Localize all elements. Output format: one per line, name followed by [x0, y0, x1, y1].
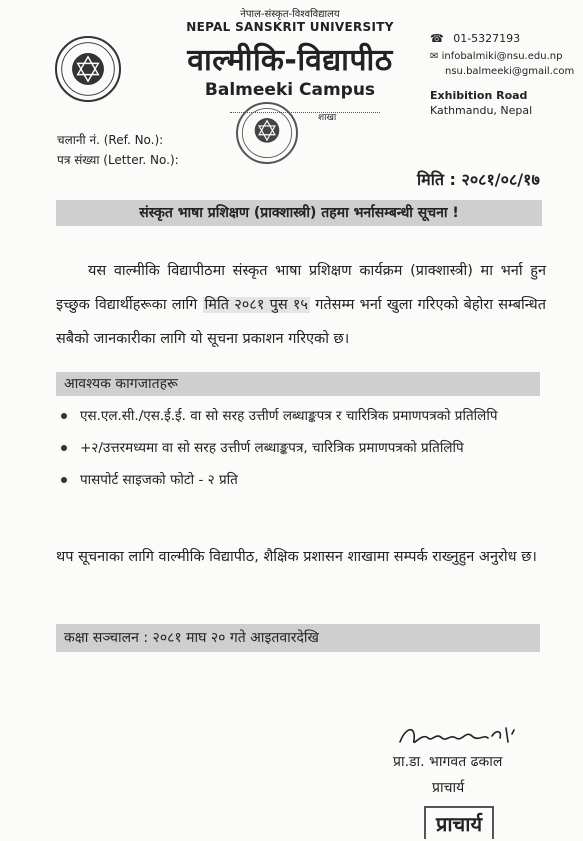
phone-number: 01-5327193 [453, 32, 521, 45]
branch-label: शाखा [318, 113, 337, 123]
campus-name-english: Balmeeki Campus [204, 80, 376, 100]
notice-date: मिति : २०८१/०८/१७ [417, 170, 540, 189]
email-secondary: nsu.balmeeki@gmail.com [445, 66, 575, 77]
signatory-title: प्राचार्य [432, 780, 465, 796]
phone-line [430, 32, 520, 45]
body-text-start: यस वाल्मीकि विद्यापीठमा संस्कृत भाषा प्रशिक्षण कार्यक्रम (प्राक्शास्त्री) मा भर्ना हुन इच्छुक विद्यार्थीहरूका लागि [56, 263, 546, 313]
list-item: +२/उत्तरमध्यमा वा सो सरह उत्तीर्ण लब्धाङ्कपत्र, चारित्रिक प्रमाणपत्रको प्रतिलिपि [56, 432, 546, 464]
address-line-2: Kathmandu, Nepal [430, 104, 533, 117]
list-item: पासपोर्ट साइजको फोटो - २ प्रति [56, 464, 546, 496]
principal-stamp: प्राचार्य [424, 806, 494, 839]
address-line-1: Exhibition Road [430, 89, 528, 102]
campus-stamp-icon [236, 102, 298, 164]
body-paragraph [56, 254, 546, 356]
class-start-notice: कक्षा सञ्चालन : २०८१ माघ २० गते आइतवारदेखि [56, 624, 540, 652]
closing-paragraph: थप सूचनाका लागि वाल्मीकि विद्यापीठ, शैक्षिक प्रशासन शाखामा सम्पर्क राख्नुहुन अनुरोध छ। [56, 549, 537, 565]
ref-number-label: चलानी नं. (Ref. No.): [57, 133, 164, 147]
email-line [430, 51, 562, 62]
envelope-icon: ✉ [430, 51, 439, 62]
university-name-english: NEPAL SANSKRIT UNIVERSITY [186, 20, 394, 34]
university-name-nepali: नेपाल-संस्कृत-विश्वविद्यालय [240, 9, 340, 20]
signatory-name: प्रा.डा. भागवत ढकाल [393, 754, 503, 770]
requirements-heading: आवश्यक कागजातहरू [56, 372, 540, 396]
signature-image [396, 722, 526, 752]
phone-icon: ☎ [430, 32, 444, 45]
university-logo-icon [55, 36, 121, 102]
letter-number-label: पत्र संख्या (Letter. No.): [57, 153, 179, 167]
body-text-end: गतेसम्म भर्ना खुला गरिएको बेहोरा सम्बन्धित सबैको जानकारीका लागि यो सूचना प्रकाशन गरिएको छ। [56, 297, 546, 347]
requirements-list [56, 400, 546, 496]
admission-deadline: मिति २०८१ पुस १५ [204, 297, 308, 313]
notice-subject: संस्कृत भाषा प्रशिक्षण (प्राक्शास्त्री) तहमा भर्नासम्बन्धी सूचना ! [56, 200, 542, 226]
campus-name-nepali: वाल्मीकि-विद्यापीठ [187, 43, 393, 78]
list-item: एस.एल.सी./एस.ई.ई. वा सो सरह उत्तीर्ण लब्धाङ्कपत्र र चारित्रिक प्रमाणपत्रको प्रतिलिपि [56, 400, 546, 432]
email-primary: infobalmiki@nsu.edu.np [441, 51, 563, 62]
